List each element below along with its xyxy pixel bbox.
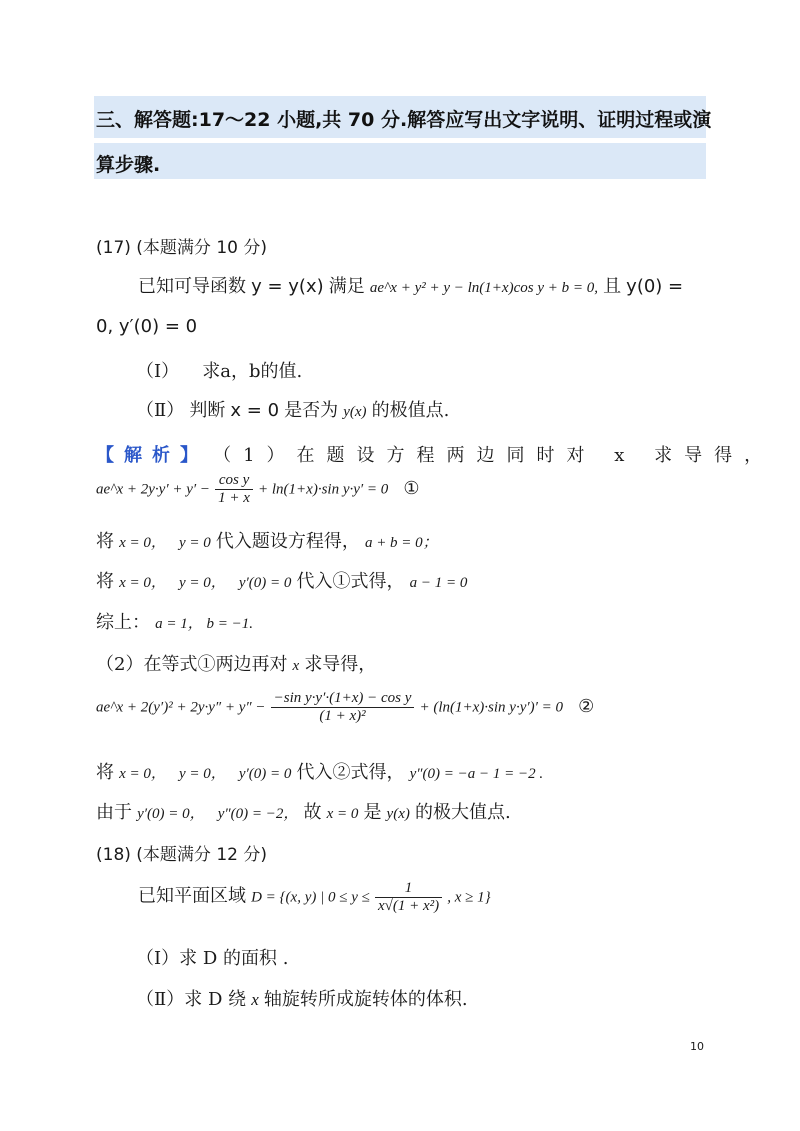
q18-stem-text: 已知平面区域 [138, 885, 246, 907]
section-heading-line-1: 三、解答题:17～22 小题,共 70 分.解答应写出文字说明、证明过程或演 [96, 109, 712, 131]
part2-intro-b: 求导得， [304, 654, 377, 675]
q17-stem-equation: ae^x + y² + y − ln(1+x)cos y + b = 0, [369, 280, 598, 296]
eq2-fraction [271, 690, 415, 724]
q18-set-denominator: x√(1 + x²) [377, 897, 440, 914]
summary-text: 综上： [96, 612, 150, 633]
q17-stem-text-b: 满足 [328, 276, 365, 297]
eq2-denominator: (1 + x)² [319, 707, 366, 724]
q17-stem-func: y = y(x) [251, 276, 324, 297]
q17-part-1-text: 求a，b的值. [202, 361, 303, 382]
step2-text-a: 将 [96, 571, 114, 592]
step2-text-b: 代入①式得， [296, 571, 405, 592]
eq1-right: + ln(1+x)·sin y·y′ = 0 [258, 481, 389, 498]
q17-part-1-label: （Ⅰ） [136, 361, 180, 382]
q18-part-2-x: x [251, 990, 259, 1009]
step2-x: x = 0， [119, 575, 166, 591]
summary-result: a = 1， b = −1. [155, 616, 253, 632]
step2-result: a − 1 = 0 [409, 575, 468, 591]
solution-equation-1 [96, 472, 420, 506]
q17-part-2-x: x = 0 [230, 400, 280, 421]
concl-text-d: 的极大值点. [414, 802, 511, 823]
q18-part-2-text-a: （Ⅱ）求 D 绕 [136, 989, 247, 1010]
concl-text-c: 是 [363, 802, 382, 823]
step1-x: x = 0， [119, 535, 166, 551]
eq2-numerator: −sin y·y′·(1+x) − cos y [271, 690, 415, 708]
eq1-fraction [215, 472, 253, 506]
step3-text-b: 代入②式得， [296, 762, 405, 783]
step1-text-b: 代入题设方程得， [215, 531, 360, 552]
q17-part-1 [136, 357, 302, 383]
step1-y: y = 0 [178, 535, 211, 551]
q17-stem-line-1 [138, 272, 683, 298]
solution-step-3 [96, 758, 543, 784]
solution-label: 【解析】 [96, 445, 208, 466]
section-heading-band-2 [94, 143, 706, 179]
eq1-marker: ① [403, 477, 420, 499]
eq1-numerator: cos y [215, 472, 253, 490]
concl-yprime: y′(0) = 0， [137, 806, 205, 822]
q17-part-2-yx: y(x) [343, 404, 367, 420]
solution-summary [96, 608, 253, 634]
eq2-right: + (ln(1+x)·sin y·y′)′ = 0 [419, 699, 564, 716]
eq1-left: ae^x + 2y·y′ + y′ − [96, 481, 211, 498]
solution-step-1 [96, 527, 438, 553]
section-heading-line-2: 算步骤. [96, 154, 161, 176]
concl-x: x = 0 [326, 806, 359, 822]
step3-yprime: y′(0) = 0 [238, 766, 292, 782]
q18-stem [138, 880, 491, 914]
q18-header: (18) (本题满分 12 分) [96, 845, 268, 865]
q17-stem-cond-2: 0, y′(0) = 0 [96, 316, 198, 337]
q18-set-numerator: 1 [375, 880, 442, 898]
eq2-marker: ② [578, 695, 595, 717]
q18-part-2-text-b: 轴旋转所成旋转体的体积. [263, 989, 468, 1010]
step2-yprime: y′(0) = 0 [238, 575, 292, 591]
step3-x: x = 0， [119, 766, 166, 782]
concl-yx: y(x) [386, 806, 410, 822]
q17-stem-text-a: 已知可导函数 [138, 276, 246, 297]
step3-y: y = 0， [178, 766, 226, 782]
part2-intro-a: （2）在等式①两边再对 [96, 654, 288, 675]
step3-result: y″(0) = −a − 1 = −2 . [409, 766, 544, 782]
page-number: 10 [690, 1040, 704, 1053]
concl-ydoubleprime: y″(0) = −2， [217, 806, 299, 822]
q17-part-2-label: （Ⅱ） [136, 400, 185, 421]
solution-equation-2 [96, 690, 594, 724]
q18-part-2 [136, 985, 468, 1011]
solution-step-2 [96, 567, 467, 593]
q17-part-2-text-c: 的极值点. [371, 400, 450, 421]
q17-part-2-text-b: 是否为 [284, 400, 339, 421]
part2-intro-x: x [292, 658, 300, 674]
q17-header: (17) (本题满分 10 分) [96, 238, 268, 258]
eq1-denominator: 1 + x [218, 489, 250, 506]
step2-y: y = 0， [178, 575, 226, 591]
eq2-left: ae^x + 2(y′)² + 2y·y″ + y″ − [96, 699, 266, 716]
step1-result: a + b = 0； [364, 535, 438, 551]
q18-part-1: （Ⅰ）求 D 的面积 . [136, 948, 289, 969]
step3-text-a: 将 [96, 762, 114, 783]
solution-intro-text: （1）在题设方程两边同时对 x 求导得， [213, 445, 775, 466]
step1-text-a: 将 [96, 531, 114, 552]
solution-conclusion [96, 798, 511, 824]
q18-set-right: , x ≥ 1} [447, 889, 491, 906]
q18-set-left: D = {(x, y) | 0 ≤ y ≤ [251, 889, 370, 906]
q17-part-2 [136, 396, 449, 422]
q17-stem-text-c: 且 [603, 276, 622, 297]
concl-text-a: 由于 [96, 802, 132, 823]
concl-text-b: 故 [303, 802, 322, 823]
solution-intro [96, 441, 774, 467]
q18-set-fraction [375, 880, 442, 914]
q17-part-2-text-a: 判断 [189, 400, 226, 421]
q17-stem-cond-1: y(0) = [626, 276, 684, 297]
solution-part-2-intro [96, 650, 376, 676]
